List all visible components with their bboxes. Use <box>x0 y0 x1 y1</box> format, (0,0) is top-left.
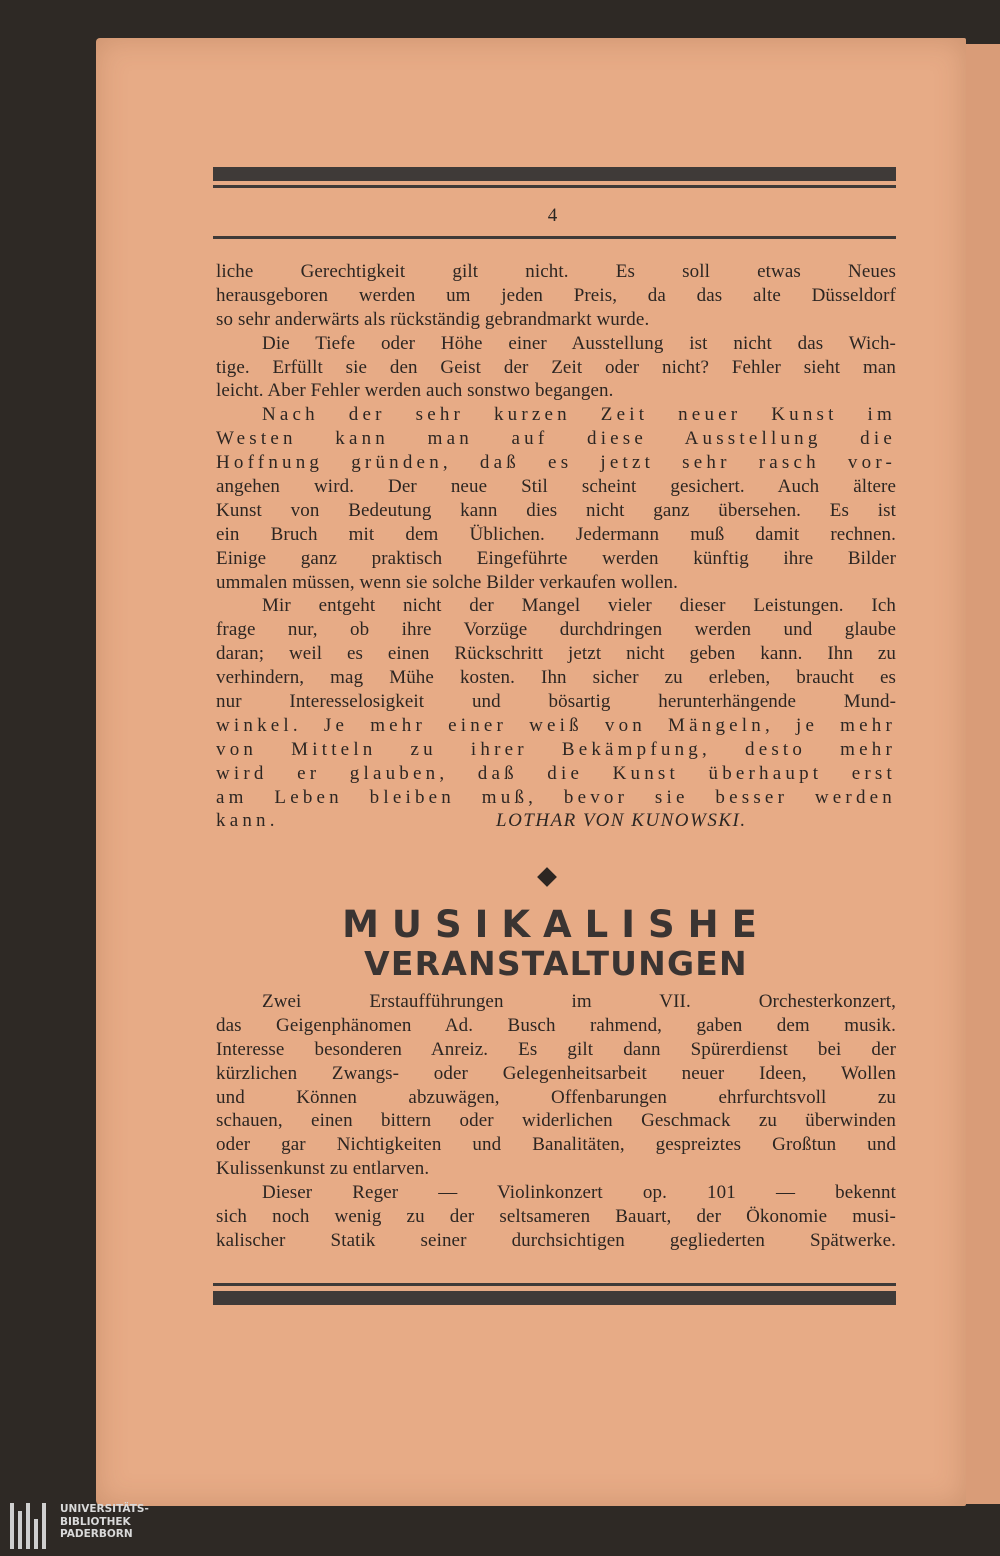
body-line: von Mitteln zu ihrer Bekämpfung, desto mehr <box>216 738 896 760</box>
library-logo-text <box>60 1503 149 1541</box>
body-line: Hoffnung gründen, daß es jetzt sehr rasch vor- <box>216 452 896 474</box>
body-line: nur Interesselosigkeit und bösartig herunterhängende Mund- <box>216 691 896 713</box>
logo-line-2: BIBLIOTHEK <box>60 1515 131 1528</box>
header-rule <box>213 236 896 239</box>
body-line: Interesse besonderen Anreiz. Es gilt dann Spürerdienst bei der <box>216 1038 896 1060</box>
body-line: herausgeboren werden um jeden Preis, da das alte Düsseldorf <box>216 284 896 306</box>
body-line: angehen wird. Der neue Stil scheint gesichert. Auch ältere <box>216 476 896 498</box>
body-line: kalischer Statik seiner durchsichtigen gegliederten Spätwerke. <box>216 1229 896 1251</box>
page-number: 4 <box>547 205 558 226</box>
music-article-body <box>216 990 896 1253</box>
body-line: tige. Erfüllt sie den Geist der Zeit oder nicht? Fehler sieht man <box>216 356 896 378</box>
section-title-line-1: MUSIKALISHE <box>342 903 770 946</box>
body-line: verhindern, mag Mühe kosten. Ihn sicher zu erleben, braucht es <box>216 667 896 689</box>
body-line: sich noch wenig zu der seltsameren Bauart, der Ökonomie musi- <box>216 1206 896 1228</box>
library-logo <box>8 1503 148 1551</box>
body-line: ummalen müssen, wenn sie solche Bilder verkaufen wollen. <box>216 571 679 593</box>
body-line: daran; weil es einen Rückschritt jetzt nicht geben kann. Ihn zu <box>216 643 896 665</box>
body-line: liche Gerechtigkeit gilt nicht. Es soll etwas Neues <box>216 261 896 282</box>
top-rule-thick <box>213 167 896 181</box>
logo-line-3: PADERBORN <box>60 1528 133 1540</box>
article-body <box>216 260 896 833</box>
body-line: und Können abzuwägen, Offenbarungen ehrfurchtsvoll zu <box>216 1086 896 1108</box>
bottom-rule-thick <box>213 1291 896 1305</box>
next-page-edge <box>962 44 1000 1504</box>
bottom-rule-thin <box>213 1283 896 1286</box>
body-line <box>216 809 896 833</box>
logo-line-1: UNIVERSITÄTS- <box>60 1503 149 1515</box>
body-line: schauen, einen bittern oder widerlichen Geschmack zu überwinden <box>216 1110 896 1132</box>
section-title-line-2: VERANSTALTUNGEN <box>364 944 748 983</box>
body-line: Kunst von Bedeutung kann dies nicht ganz übersehen. Es ist <box>216 499 896 521</box>
body-line: oder gar Nichtigkeiten und Banalitäten, gespreiztes Großtun und <box>216 1134 896 1156</box>
body-line: Einige ganz praktisch Eingeführte werden künftig ihre Bilder <box>216 547 896 569</box>
body-line: Westen kann man auf diese Ausstellung die <box>216 428 896 450</box>
body-line: am Leben bleiben muß, bevor sie besser werden <box>216 786 896 808</box>
body-line: kürzlichen Zwangs- oder Gelegenheitsarbeit neuer Ideen, Wollen <box>216 1062 896 1084</box>
body-line: winkel. Je mehr einer weiß von Mängeln, je mehr <box>216 714 896 736</box>
body-line: Zwei Erstaufführungen im VII. Orchesterkonzert, <box>262 991 896 1012</box>
body-line: das Geigenphänomen Ad. Busch rahmend, gaben dem musik. <box>216 1014 896 1036</box>
body-line: Nach der sehr kurzen Zeit neuer Kunst im <box>262 404 896 426</box>
body-line: wird er glauben, daß die Kunst überhaupt erst <box>216 762 896 784</box>
body-line: Mir entgeht nicht der Mangel vieler dieser Leistungen. Ich <box>262 595 896 617</box>
body-line: Kulissenkunst zu entlarven. <box>216 1158 430 1180</box>
body-line: leicht. Aber Fehler werden auch sonstwo begangen. <box>216 380 614 402</box>
body-line: Die Tiefe oder Höhe einer Ausstellung ist nicht das Wich- <box>262 332 896 354</box>
author-signature: LOTHAR VON KUNOWSKI. <box>496 810 747 832</box>
body-line: so sehr anderwärts als rückständig gebrandmarkt wurde. <box>216 308 650 330</box>
body-line: Dieser Reger — Violinkonzert op. 101 — bekennt <box>262 1182 896 1204</box>
body-line: frage nur, ob ihre Vorzüge durchdringen werden und glaube <box>216 619 896 641</box>
body-line: ein Bruch mit dem Üblichen. Jedermann muß damit rechnen. <box>216 523 896 545</box>
closing-word: kann. <box>216 810 279 832</box>
top-rule-thin <box>213 185 896 188</box>
